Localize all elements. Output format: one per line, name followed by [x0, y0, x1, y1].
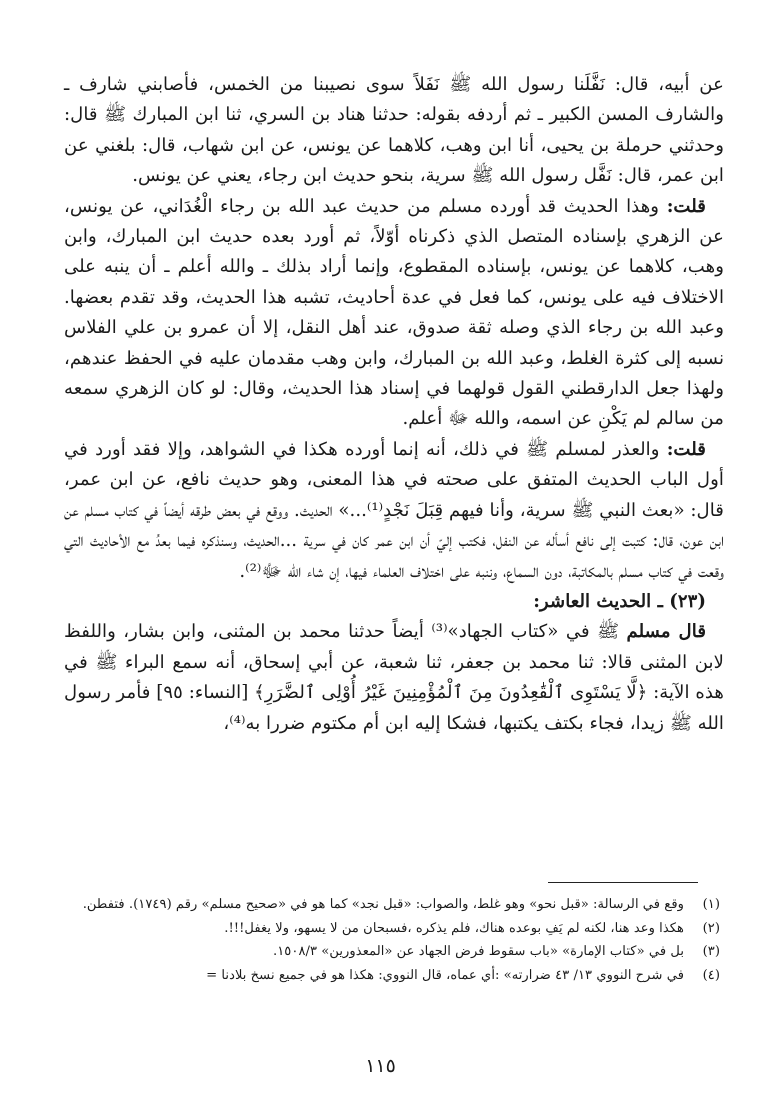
footnote-text: هكذا وعد هنا، لكنه لم يَفِ بوعده هناك، فلم يذكره ،فسبحان من لا يسهو، ولا يغفل!!!. [224, 920, 684, 936]
section-heading [64, 587, 724, 617]
footnote-divider [548, 882, 698, 883]
footnote-3 [64, 940, 724, 964]
paragraph-5 [64, 617, 724, 739]
paragraph-2-text: وهذا الحديث قد أورده مسلم من حديث عبد الله بن رجاء الْغُدَاني، عن يونس، عن الزهري بإسناده المتصل الذي ذكرناه أوّلاً، ثم أورد بعده حديث ابن المبارك، وابن وهب، كلاهما عن يونس، بإسناده المقطوع، وإنما أراد بذلك ـ والله أعلم ـ أن ينبه على الاختلاف فيه على يونس، كما فعل في عدة أحاديث، تشبه هذا الحديث، وقد تقدم بعضها. وعبد الله بن رجاء الذي وصله ثقة صدوق، عند أهل النقل، إلا أن عمرو بن علي الفلاس نسبه إلى كثرة الغلط، وعبد الله بن المبارك، وابن وهب مقدمان عليه في الحفظ عندهم، ولهذا جعل الدارقطني القول قولهما في إسناد هذا الحديث، وقال: لو كان الزهري سمعه من سالم لم يَكْنِ عن اسمه، والله ﷻ أعلم. [64, 195, 724, 430]
paragraph-2 [64, 192, 724, 435]
footnote-number: (٢) [702, 920, 720, 936]
footnote-text: وقع في الرسالة: «قبل نحو» وهو غلط، والصواب: «قبل نجد» كما هو في «صحيح مسلم» رقم (١٧٤٩). فتفطن. [82, 897, 684, 912]
paragraph-2-lead: قلت: [666, 195, 706, 217]
paragraph-3 [64, 435, 724, 587]
footnote-1 [64, 893, 724, 917]
paragraph-3-lead: قلت: [666, 438, 706, 460]
paragraph-5-text: ﷺ في «كتاب الجهاد»⁽³⁾ أيضاً حدثنا محمد بن المثنى، وابن بشار، واللفظ لابن المثنى قالا: ثنا محمد بن جعفر، ثنا شعبة، عن أبي إسحاق، أنه سمع البراء ﷺ في هذه الآية: ﴿لَّا يَسْتَوِى ٱلْقَٰعِدُونَ مِنَ ٱلْمُؤْمِنِينَ غَيْرُ أُوْلِى ٱلضَّرَرِ﴾ [النساء: ٩٥] فأمر رسول الله ﷺ زيدا، فجاء بكتف يكتبها، فشكا إليه ابن أم مكتوم ضررا به⁽⁴⁾، [64, 621, 724, 734]
paragraph-3-text: والعذر لمسلم ﷺ في ذلك، أنه إنما أورده هكذا في الشواهد، وإلا فقد أورد في أول الباب الحديث المتفق على صحته في هذا المعنى، وهو حديث نافع، عن ابن عمر، قال: «بعث النبي ﷺ سرية، وأنا فيهم قِبَلَ نَجْدٍ⁽¹⁾...» الحديث. ووقع في بعض طرقه أيضاً في كتاب مسلم عن ابن عون، قال: كتبت إلى نافع أسأله عن النفل، فكتب إليّ أن ابن عمر كان في سرية ...الحديث، وسنذكره فيما بعدُ مع الأحاديث التي وقعت في كتاب مسلم بالمكاتبة، دون السماع، وننبه على اختلاف العلماء فيها، إن شاء الله ﷻ⁽²⁾. [64, 438, 724, 582]
page-number: ١١٥ [365, 1055, 396, 1077]
footnote-number: (٤) [702, 967, 720, 983]
paragraph-1 [64, 70, 724, 192]
section-heading-text: (٢٣) ـ الحديث العاشر: [533, 590, 706, 612]
paragraph-5-lead: قال مسلم [626, 621, 707, 643]
main-text [64, 70, 724, 739]
footnote-text: في شرح النووي ١٣/ ٤٣ ضرارته» :أي عماه، قال النووي: هكذا هو في جميع نسخ بلادنا = [206, 967, 684, 983]
footnote-text: بل في «كتاب الإمارة» «باب سقوط فرض الجهاد عن «المعذورين» ١٥٠٨/٣. [273, 944, 684, 959]
footnotes [64, 893, 724, 987]
footnote-4 [64, 964, 724, 988]
footnote-number: (١) [702, 897, 720, 912]
paragraph-1-text: عن أبيه، قال: نَفَّلَنا رسول الله ﷺ نَفَلاً سوى نصيبنا من الخمس، فأصابني شارف ـ والشارف المسن الكبير ـ ثم أردفه بقوله: حدثنا هناد بن السري، ثنا ابن المبارك ﷺ قال: وحدثني حرملة بن يحيى، أنا ابن وهب، كلاهما عن يونس، عن ابن شهاب، قال: بلغني عن ابن عمر، قال: نَفَّل رسول الله ﷺ سرية، بنحو حديث ابن رجاء، يعني عن يونس. [64, 74, 724, 187]
footnote-number: (٣) [702, 944, 720, 959]
footnote-2 [64, 917, 724, 941]
